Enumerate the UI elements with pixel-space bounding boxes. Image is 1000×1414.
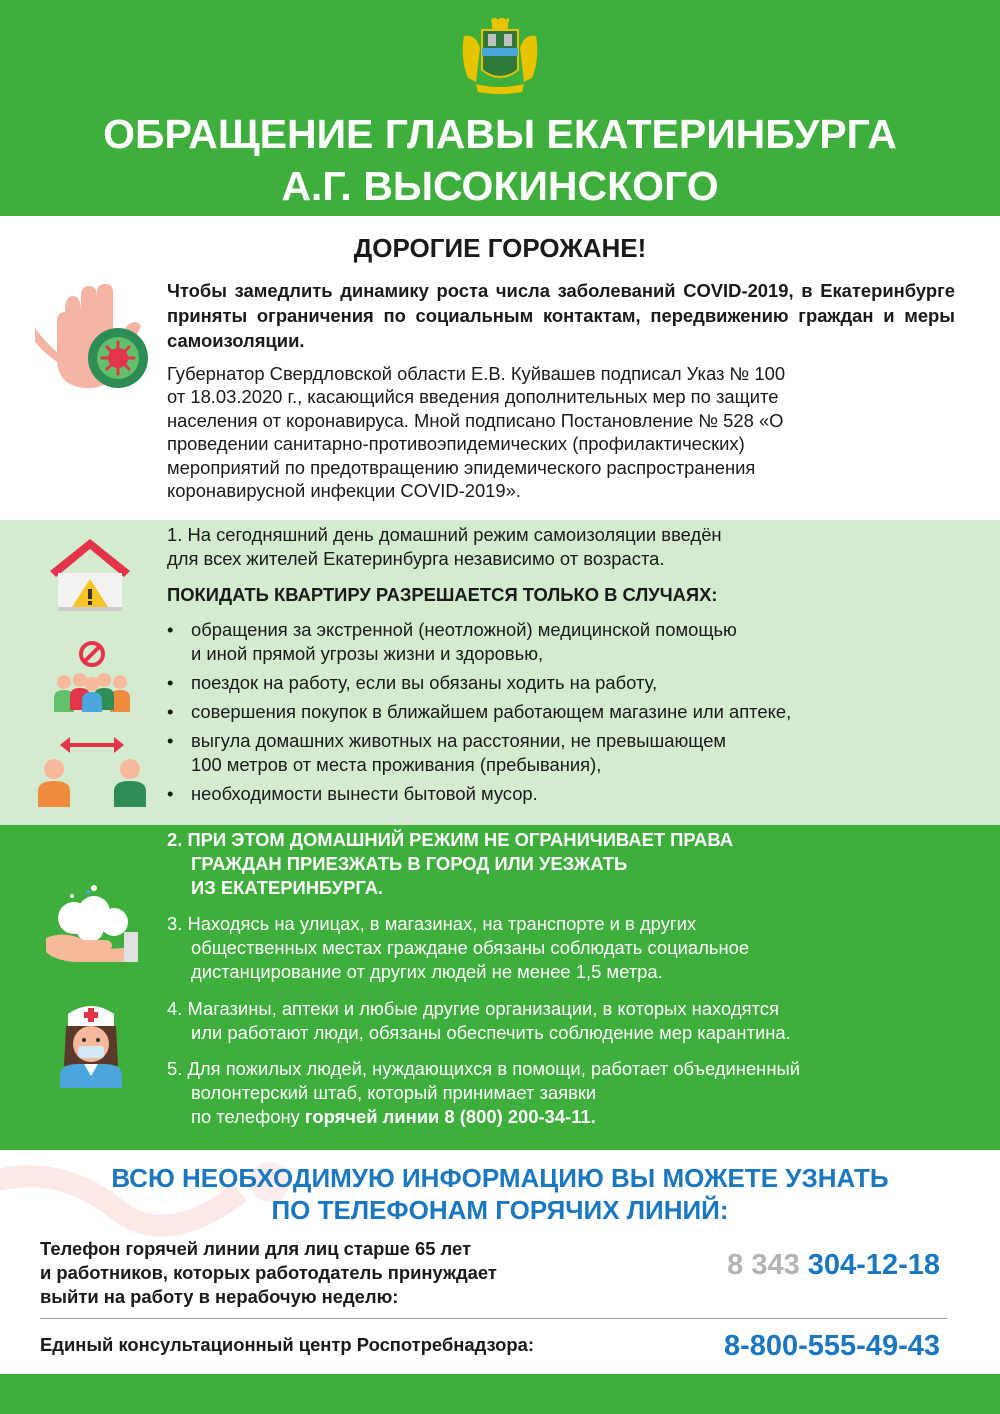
list-item: [167, 618, 977, 666]
hand-virus-icon: [35, 282, 160, 394]
quarantine-rule-line: или работают люди, обязаны обеспечить соблюдение мер карантина.: [191, 1022, 791, 1043]
hotline-65-label-line: выйти на работу в нерабочую неделю:: [40, 1286, 399, 1307]
distance-rule-line: дистанцирование от других людей не менее 1,5 метра.: [191, 961, 663, 982]
decree-line: Губернатор Свердловской области Е.В. Куйвашев подписал Указ № 100: [167, 363, 786, 384]
quarantine-rule: [167, 997, 986, 1045]
list-item-text: необходимости вынести бытовой мусор.: [191, 783, 538, 804]
hotlines-heading-line: ВСЮ НЕОБХОДИМУЮ ИНФОРМАЦИЮ ВЫ МОЖЕТЕ УЗНАТЬ: [111, 1163, 889, 1193]
page-title-line2: А.Г. ВЫСОКИНСКОГО: [281, 163, 719, 209]
city-travel-line: 2. ПРИ ЭТОМ ДОМАШНИЙ РЕЖИМ НЕ ОГРАНИЧИВАЕТ ПРАВА: [167, 829, 733, 850]
decree-line: проведении санитарно-противоэпидемических (профилактических): [167, 433, 745, 455]
list-item-text: выгула домашних животных на расстоянии, не превышающем: [191, 730, 727, 751]
volunteer-rule-line: по телефону: [191, 1106, 305, 1127]
decree-line: коронавирусной инфекции COVID-2019».: [167, 480, 521, 502]
city-crest-icon: [458, 18, 542, 96]
self-isolation-line: 1. На сегодняшний день домашний режим самоизоляции введён: [167, 524, 722, 545]
nurse-icon: [58, 1000, 124, 1088]
house-warning-icon: [48, 537, 132, 613]
decree-line: населения от коронавируса. Мной подписано Постановление № 528 «О: [167, 409, 784, 431]
list-item-text: обращения за экстренной (неотложной) медицинской помощью: [191, 619, 737, 640]
volunteer-rule: [167, 1057, 986, 1129]
volunteer-rule-line: 5. Для пожилых людей, нуждающихся в помощи, работает объединенный: [167, 1058, 800, 1079]
distance-rule-line: 3. Находясь на улицах, в магазинах, на транспорте и в других: [167, 913, 697, 934]
hotline-65-label-line: и работников, которых работодатель принуждает: [40, 1262, 497, 1283]
self-isolation-line: для всех жителей Екатеринбурга независимо от возраста.: [167, 548, 665, 569]
distance-rule-line: общественных местах граждане обязаны соблюдать социальное: [191, 937, 750, 958]
hotlines-heading: [0, 1162, 1000, 1226]
hotline-65-phone[interactable]: [727, 1249, 940, 1282]
self-isolation-paragraph: [167, 523, 967, 571]
volunteer-rule-line: волонтерский штаб, который принимает заявки: [191, 1082, 597, 1103]
list-item: [167, 782, 977, 806]
hotline-65-label: [40, 1237, 497, 1309]
list-item-text: 100 метров от места проживания (пребывания),: [191, 754, 602, 775]
hotlines-divider: [40, 1318, 947, 1319]
city-travel-rule: [167, 828, 887, 900]
list-item-text: и иной прямой угрозы жизни и здоровью,: [191, 643, 544, 664]
hotline-65-prefix: 8 343: [727, 1249, 808, 1281]
rospotrebnadzor-phone[interactable]: 8-800-555-49-43: [723, 1330, 940, 1362]
city-travel-line: ГРАЖДАН ПРИЕЗЖАТЬ В ГОРОД ИЛИ УЕЗЖАТЬ: [191, 853, 628, 874]
hotline-65-label-line: Телефон горячей линии для лиц старше 65 лет: [40, 1238, 471, 1259]
social-distance-icon: [36, 735, 148, 807]
greeting-heading: ДОРОГИЕ ГОРОЖАНЕ!: [353, 233, 647, 263]
list-item: [167, 729, 977, 777]
list-item-text: совершения покупок в ближайшем работающем магазине или аптеке,: [191, 701, 792, 722]
hand-washing-icon: [44, 882, 140, 962]
page-title-line1: ОБРАЩЕНИЕ ГЛАВЫ ЕКАТЕРИНБУРГА: [103, 111, 897, 157]
page-title: [0, 108, 1000, 212]
list-item: [167, 700, 977, 724]
volunteer-hotline-number: горячей линии 8 (800) 200-34-11.: [304, 1106, 596, 1127]
distance-rule: [167, 912, 986, 984]
allowed-cases-heading: ПОКИДАТЬ КВАРТИРУ РАЗРЕШАЕТСЯ ТОЛЬКО В СЛУЧАЯХ:: [167, 584, 718, 605]
list-item-text: поездок на работу, если вы обязаны ходить на работу,: [191, 672, 658, 693]
rospotrebnadzor-label: Единый консультационный центр Роспотребнадзора:: [40, 1334, 535, 1355]
decree-line: от 18.03.2020 г., касающийся введения дополнительных мер по защите: [167, 386, 779, 408]
no-crowd-icon: [52, 640, 132, 712]
decree-line: мероприятий по предотвращению эпидемического распространения: [167, 456, 756, 478]
decree-paragraph: [167, 362, 957, 502]
intro-bold-paragraph: Чтобы замедлить динамику роста числа заболеваний COVID-2019, в Екатеринбурге приняты ограничения по социальным контактам, передвижению граждан и меры самоизоляции.: [167, 280, 955, 351]
header-banner: [0, 0, 1000, 216]
quarantine-rule-line: 4. Магазины, аптеки и любые другие организации, в которых находятся: [167, 998, 779, 1019]
city-travel-line: ИЗ ЕКАТЕРИНБУРГА.: [191, 877, 384, 898]
hotlines-heading-line: ПО ТЕЛЕФОНАМ ГОРЯЧИХ ЛИНИЙ:: [271, 1195, 729, 1225]
allowed-cases-list: [167, 618, 977, 811]
list-item: [167, 671, 977, 695]
hotline-65-number: 304-12-18: [807, 1249, 940, 1281]
footer-bar: [0, 1374, 1000, 1414]
